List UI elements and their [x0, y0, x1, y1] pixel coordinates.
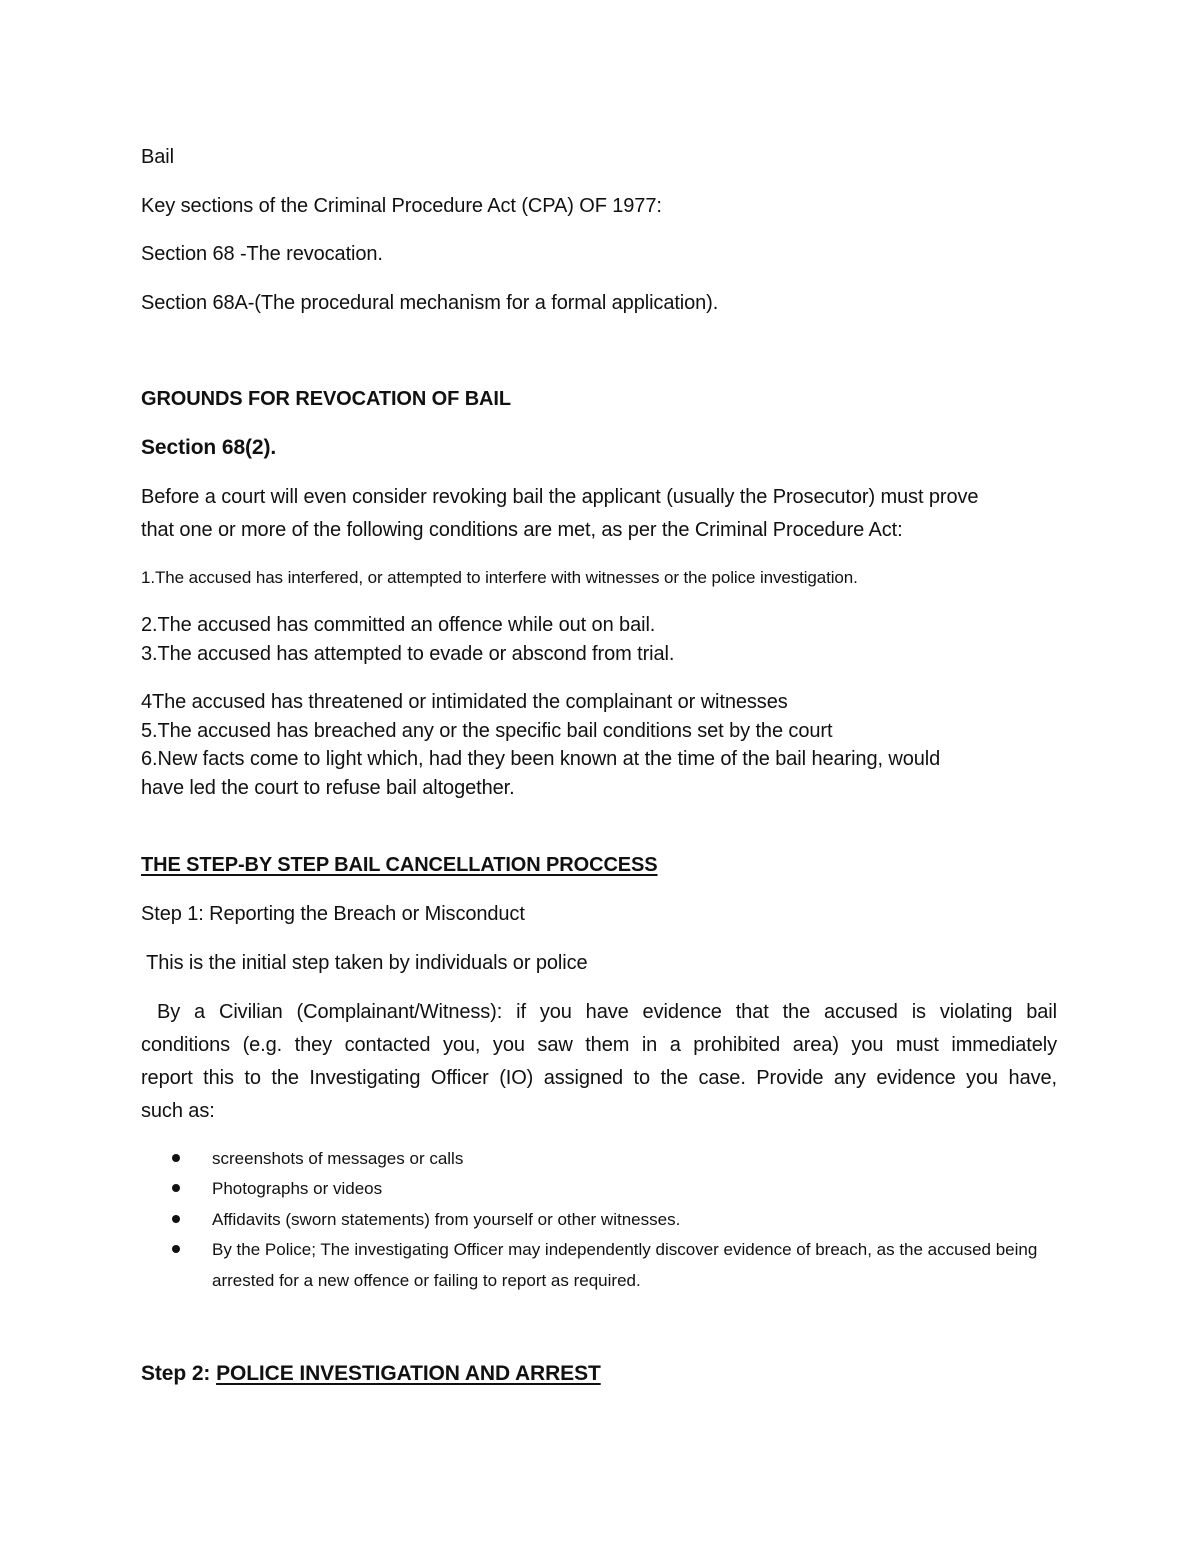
condition-item: have led the court to refuse bail altogether. — [141, 777, 515, 799]
grounds-heading: GROUNDS FOR REVOCATION OF BAIL — [141, 388, 511, 410]
condition-item: 1.The accused has interfered, or attempted to interfere with witnesses or the police investigation. — [141, 568, 858, 587]
step-2-prefix: Step 2: — [141, 1362, 217, 1385]
step-1-title: Step 1: Reporting the Breach or Misconduct — [141, 903, 525, 925]
bullet-text: By the Police; The investigating Officer may independently discover evidence of breach, as the accused being arrested for a new offence or failing to report as required. — [212, 1240, 1038, 1290]
bullet-dot-icon — [172, 1184, 180, 1192]
bullet-dot-icon — [172, 1245, 180, 1253]
civilian-paragraph-line: report this to the Investigating Officer (IO) assigned to the case. Provide any evidence you have, — [141, 1067, 1057, 1089]
step-1-intro: This is the initial step taken by individuals or police — [141, 952, 588, 974]
condition-item: 2.The accused has committed an offence while out on bail. — [141, 614, 656, 636]
bullet-text: Affidavits (sworn statements) from yourself or other witnesses. — [212, 1210, 681, 1229]
section-68-2-heading: Section 68(2). — [141, 436, 277, 459]
intro-paragraph-line-2: that one or more of the following conditions are met, as per the Criminal Procedure Act: — [141, 519, 903, 541]
civilian-paragraph-line — [141, 1000, 1057, 1024]
civilian-paragraph-line: such as: — [141, 1100, 215, 1122]
condition-item: 5.The accused has breached any or the specific bail conditions set by the court — [141, 720, 833, 742]
key-sections-intro: Key sections of the Criminal Procedure Act (CPA) OF 1977: — [141, 195, 662, 217]
bullet-item — [172, 1234, 1052, 1298]
step-2-heading — [141, 1362, 601, 1386]
process-heading: THE STEP-BY STEP BAIL CANCELLATION PROCCESS — [141, 854, 658, 876]
document-title: Bail — [141, 146, 174, 168]
section-68a-line: Section 68A-(The procedural mechanism for a formal application). — [141, 292, 719, 314]
condition-item: 3.The accused has attempted to evade or abscond from trial. — [141, 643, 675, 665]
step-2-title: POLICE INVESTIGATION AND ARREST — [216, 1362, 601, 1385]
bullet-dot-icon — [172, 1215, 180, 1223]
condition-item: 4The accused has threatened or intimidated the complainant or witnesses — [141, 691, 788, 713]
intro-paragraph-line-1: Before a court will even consider revoking bail the applicant (usually the Prosecutor) must prove — [141, 486, 979, 508]
bullet-dot-icon — [172, 1154, 180, 1162]
civilian-text: By a Civilian (Complainant/Witness): if you have evidence that the accused is violating bail — [157, 1001, 1057, 1023]
condition-item: 6.New facts come to light which, had they been known at the time of the bail hearing, would — [141, 748, 941, 770]
section-68-line: Section 68 -The revocation. — [141, 243, 383, 265]
bullet-text: Photographs or videos — [212, 1179, 383, 1198]
bullet-text: screenshots of messages or calls — [212, 1149, 464, 1168]
civilian-paragraph-line: conditions (e.g. they contacted you, you saw them in a prohibited area) you must immediately — [141, 1034, 1057, 1056]
